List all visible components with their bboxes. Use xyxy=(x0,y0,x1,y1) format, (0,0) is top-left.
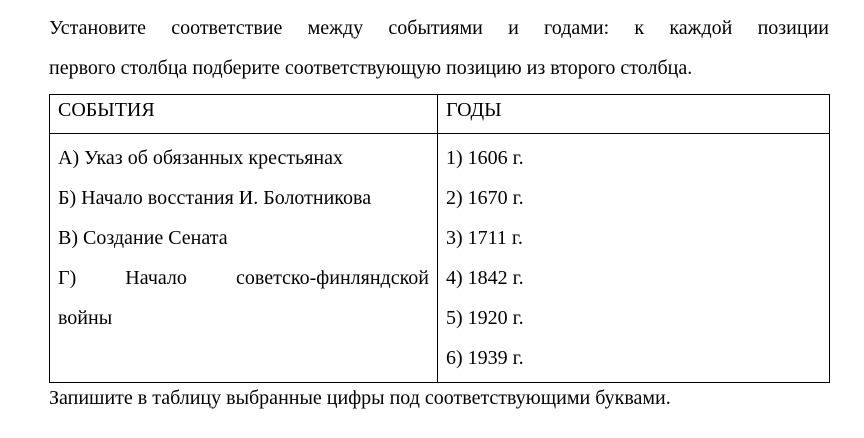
event-item-b: Б) Начало восстания И. Болотникова xyxy=(58,187,372,209)
year-item-6: 6) 1939 г. xyxy=(446,347,524,369)
instruction-line-2: первого столбца подберите соответствующую позицию из второго столбца. xyxy=(49,57,693,79)
years-column-header: ГОДЫ xyxy=(438,95,830,134)
event-item-v: В) Создание Сената xyxy=(58,227,228,249)
event-item-g-continued: войны xyxy=(58,307,113,329)
year-item-3: 3) 1711 г. xyxy=(446,227,523,249)
year-item-1: 1) 1606 г. xyxy=(446,147,524,169)
years-list xyxy=(438,134,830,383)
instruction-line-1: Установите соответствие между событиями и годами: к каждой позиции xyxy=(49,17,829,39)
table-body-row xyxy=(50,134,830,383)
year-item-5: 5) 1920 г. xyxy=(446,307,524,329)
events-list xyxy=(50,134,438,383)
events-column-header: СОБЫТИЯ xyxy=(50,95,438,134)
answer-instruction: Запишите в таблицу выбранные цифры под соответствующими буквами. xyxy=(49,387,671,409)
table-header-row xyxy=(50,95,830,134)
task-instruction xyxy=(49,8,829,88)
matching-table xyxy=(49,94,830,383)
event-item-a: А) Указ об обязанных крестьянах xyxy=(58,147,343,169)
year-item-2: 2) 1670 г. xyxy=(446,187,524,209)
year-item-4: 4) 1842 г. xyxy=(446,267,524,289)
task-page xyxy=(49,8,829,413)
event-item-g: Г) Начало советско-финляндской xyxy=(58,267,429,289)
